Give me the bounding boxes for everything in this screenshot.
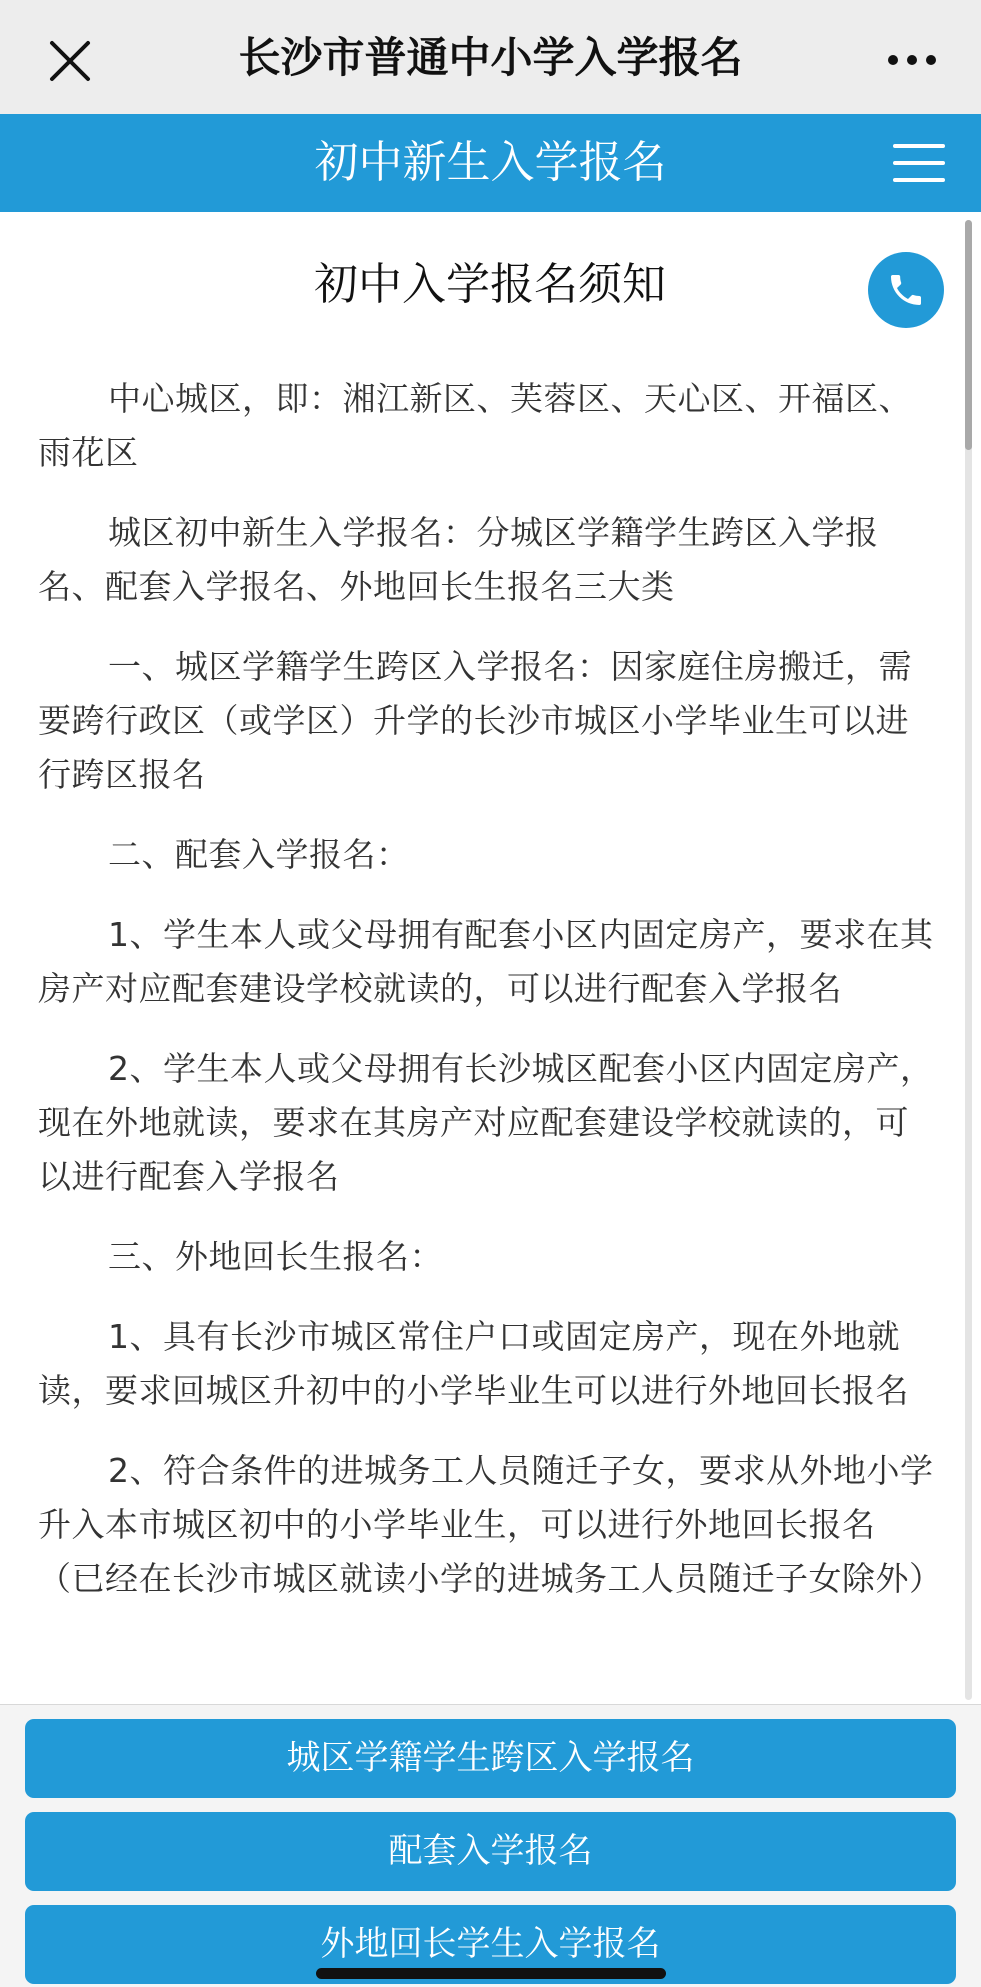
wechat-page-title: 长沙市普通中小学入学报名 — [238, 33, 743, 82]
hamburger-menu-icon[interactable] — [893, 142, 945, 184]
notice-body — [38, 372, 943, 1632]
scrollbar-thumb[interactable] — [965, 220, 972, 450]
notice-paragraph: 一、城区学籍学生跨区入学报名：因家庭住房搬迁，需要跨行政区（或学区）升学的长沙市城区小学毕业生可以进行跨区报名 — [38, 647, 912, 794]
notice-paragraph: 1、学生本人或父母拥有配套小区内固定房产，要求在其房产对应配套建设学校就读的，可以进行配套入学报名 — [38, 915, 934, 1008]
notice-content[interactable] — [0, 212, 981, 1704]
returning-student-registration-button[interactable]: 外地回长学生入学报名 — [25, 1905, 956, 1984]
app-title: 初中新生入学报名 — [314, 137, 667, 188]
notice-paragraph: 城区初中新生入学报名：分城区学籍学生跨区入学报名、配套入学报名、外地回长生报名三大类 — [38, 513, 879, 606]
phone-call-button[interactable] — [868, 252, 944, 328]
notice-paragraph: 1、具有长沙市城区常住户口或固定房产，现在外地就读，要求回城区升初中的小学毕业生可以进行外地回长报名 — [38, 1317, 909, 1410]
notice-paragraph: 三、外地回长生报名： — [108, 1237, 443, 1276]
app-header — [0, 114, 981, 212]
close-icon[interactable] — [42, 33, 98, 89]
wechat-title-bar — [0, 0, 981, 114]
notice-title: 初中入学报名须知 — [314, 259, 666, 310]
home-indicator[interactable] — [316, 1968, 666, 1979]
notice-paragraph: 中心城区，即：湘江新区、芙蓉区、天心区、开福区、雨花区 — [38, 379, 912, 472]
notice-paragraph: 2、学生本人或父母拥有长沙城区配套小区内固定房产，现在外地就读，要求在其房产对应配套建设学校就读的，可以进行配套入学报名 — [38, 1049, 934, 1196]
matching-registration-button[interactable]: 配套入学报名 — [25, 1812, 956, 1891]
more-dots-icon[interactable] — [885, 45, 939, 75]
notice-paragraph: 二、配套入学报名： — [108, 835, 410, 874]
notice-paragraph: 2、符合条件的进城务工人员随迁子女，要求从外地小学升入本市城区初中的小学毕业生，可以进行外地回长报名（已经在长沙市城区就读小学的进城务工人员随迁子女除外） — [38, 1451, 943, 1598]
phone-icon — [886, 270, 926, 310]
cross-district-registration-button[interactable]: 城区学籍学生跨区入学报名 — [25, 1719, 956, 1798]
footer-actions — [0, 1704, 981, 1987]
